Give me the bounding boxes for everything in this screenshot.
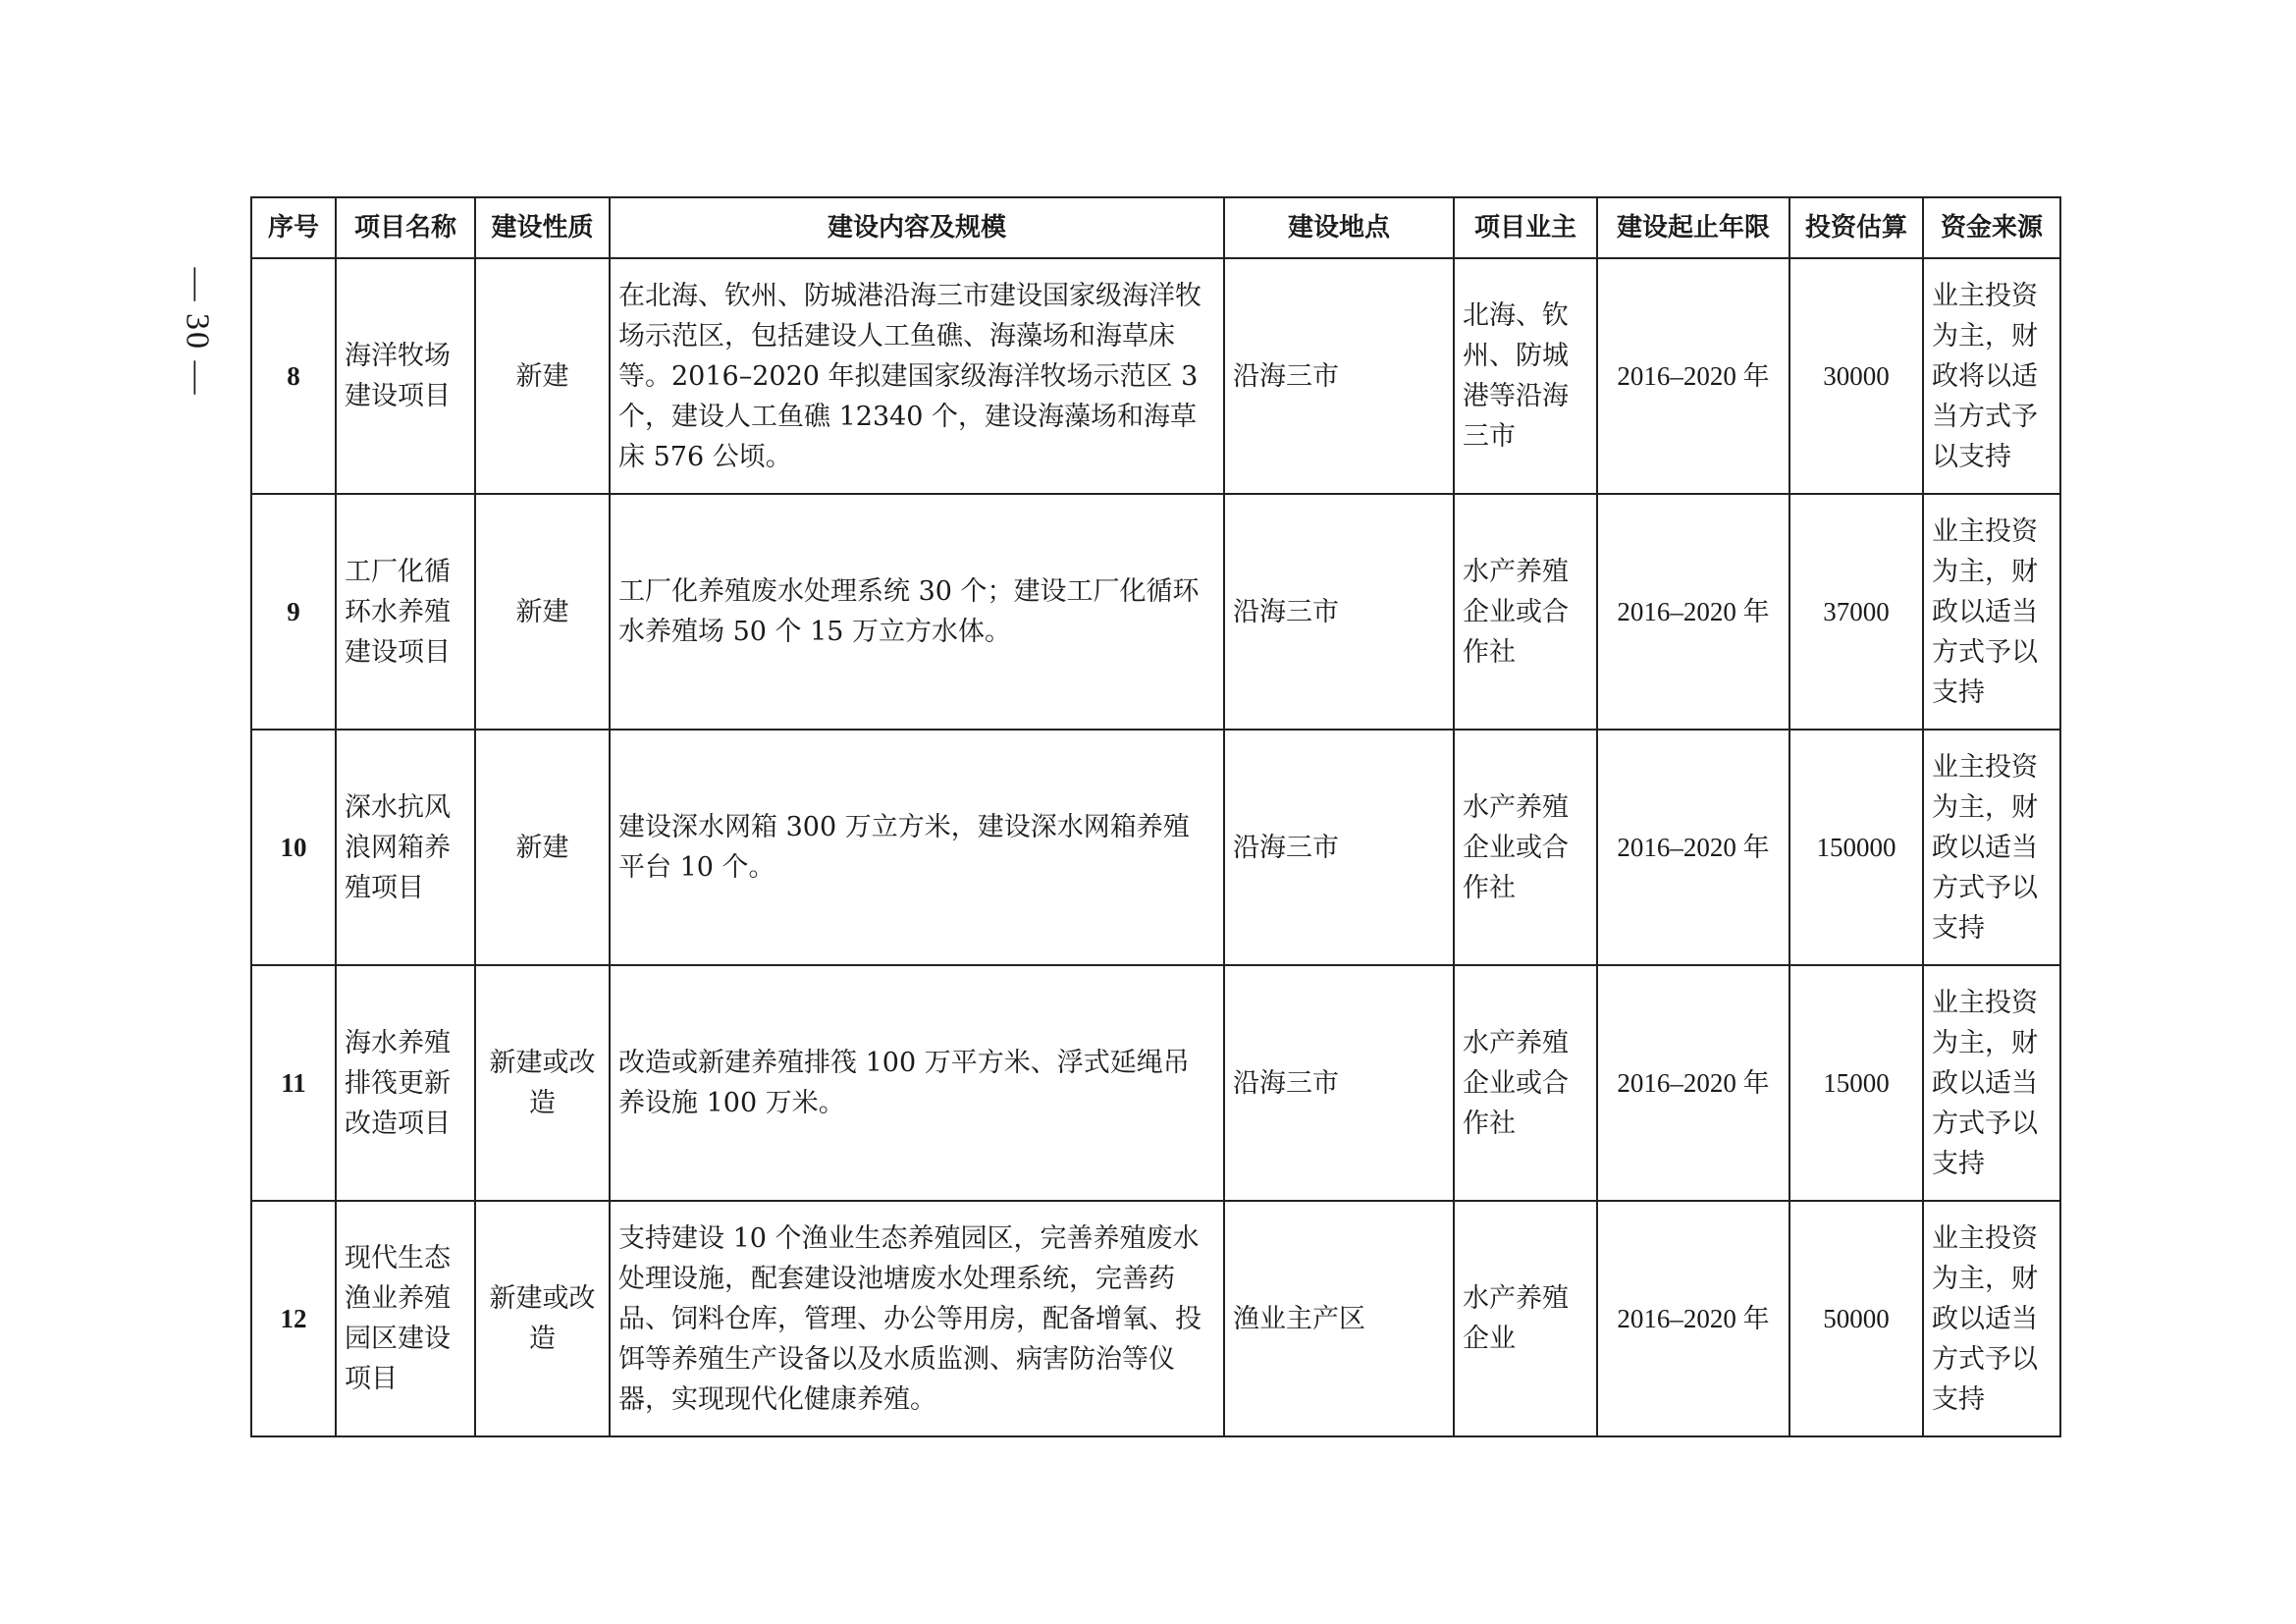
cell-period: 2016–2020 年 <box>1597 730 1789 965</box>
cell-period: 2016–2020 年 <box>1597 494 1789 730</box>
table-header-row <box>251 197 2060 258</box>
cell-owner: 北海、钦州、防城港等沿海三市 <box>1454 258 1597 494</box>
cell-investment: 37000 <box>1789 494 1923 730</box>
cell-name: 深水抗风浪网箱养殖项目 <box>336 730 475 965</box>
header-location: 建设地点 <box>1224 197 1454 258</box>
header-owner: 项目业主 <box>1454 197 1597 258</box>
cell-location: 沿海三市 <box>1224 494 1454 730</box>
cell-content: 建设深水网箱 300 万立方米，建设深水网箱养殖平台 10 个。 <box>610 730 1224 965</box>
table-row <box>251 258 2060 494</box>
cell-period: 2016–2020 年 <box>1597 258 1789 494</box>
cell-type: 新建 <box>475 730 610 965</box>
cell-owner: 水产养殖企业或合作社 <box>1454 730 1597 965</box>
cell-index: 11 <box>251 965 336 1201</box>
cell-funding: 业主投资为主，财政以适当方式予以支持 <box>1923 494 2060 730</box>
cell-location: 沿海三市 <box>1224 965 1454 1201</box>
cell-content: 在北海、钦州、防城港沿海三市建设国家级海洋牧场示范区，包括建设人工鱼礁、海藻场和海草床等。2016–2020 年拟建国家级海洋牧场示范区 3 个，建设人工鱼礁 12340 个，建设海藻场和海草床 576 公顷。 <box>610 258 1224 494</box>
cell-type: 新建或改造 <box>475 965 610 1201</box>
header-content: 建设内容及规模 <box>610 197 1224 258</box>
cell-content: 支持建设 10 个渔业生态养殖园区，完善养殖废水处理设施，配套建设池塘废水处理系统，完善药品、饲料仓库，管理、办公等用房，配备增氧、投饵等养殖生产设备以及水质监测、病害防治等仪器，实现现代化健康养殖。 <box>610 1201 1224 1436</box>
header-funding: 资金来源 <box>1923 197 2060 258</box>
cell-content: 改造或新建养殖排筏 100 万平方米、浮式延绳吊养设施 100 万米。 <box>610 965 1224 1201</box>
cell-funding: 业主投资为主，财政以适当方式予以支持 <box>1923 965 2060 1201</box>
cell-investment: 30000 <box>1789 258 1923 494</box>
header-investment: 投资估算 <box>1789 197 1923 258</box>
cell-funding: 业主投资为主，财政将以适当方式予以支持 <box>1923 258 2060 494</box>
cell-location: 沿海三市 <box>1224 730 1454 965</box>
cell-name: 海水养殖排筏更新改造项目 <box>336 965 475 1201</box>
project-table <box>250 196 2061 1437</box>
header-index: 序号 <box>251 197 336 258</box>
table-row <box>251 730 2060 965</box>
cell-funding: 业主投资为主，财政以适当方式予以支持 <box>1923 1201 2060 1436</box>
cell-investment: 15000 <box>1789 965 1923 1201</box>
cell-funding: 业主投资为主，财政以适当方式予以支持 <box>1923 730 2060 965</box>
header-period: 建设起止年限 <box>1597 197 1789 258</box>
cell-period: 2016–2020 年 <box>1597 965 1789 1201</box>
cell-investment: 50000 <box>1789 1201 1923 1436</box>
table-row <box>251 965 2060 1201</box>
page-number <box>157 244 236 420</box>
table-row <box>251 494 2060 730</box>
cell-index: 10 <box>251 730 336 965</box>
cell-location: 沿海三市 <box>1224 258 1454 494</box>
cell-owner: 水产养殖企业 <box>1454 1201 1597 1436</box>
cell-index: 12 <box>251 1201 336 1436</box>
header-name: 项目名称 <box>336 197 475 258</box>
cell-index: 8 <box>251 258 336 494</box>
header-type: 建设性质 <box>475 197 610 258</box>
cell-owner: 水产养殖企业或合作社 <box>1454 494 1597 730</box>
cell-owner: 水产养殖企业或合作社 <box>1454 965 1597 1201</box>
table-row <box>251 1201 2060 1436</box>
cell-type: 新建 <box>475 258 610 494</box>
cell-index: 9 <box>251 494 336 730</box>
cell-name: 海洋牧场建设项目 <box>336 258 475 494</box>
cell-type: 新建或改造 <box>475 1201 610 1436</box>
cell-name: 工厂化循环水养殖建设项目 <box>336 494 475 730</box>
page-number-text: — 30 — <box>179 267 215 397</box>
cell-period: 2016–2020 年 <box>1597 1201 1789 1436</box>
cell-content: 工厂化养殖废水处理系统 30 个；建设工厂化循环水养殖场 50 个 15 万立方水体。 <box>610 494 1224 730</box>
cell-investment: 150000 <box>1789 730 1923 965</box>
cell-location: 渔业主产区 <box>1224 1201 1454 1436</box>
cell-type: 新建 <box>475 494 610 730</box>
cell-name: 现代生态渔业养殖园区建设项目 <box>336 1201 475 1436</box>
